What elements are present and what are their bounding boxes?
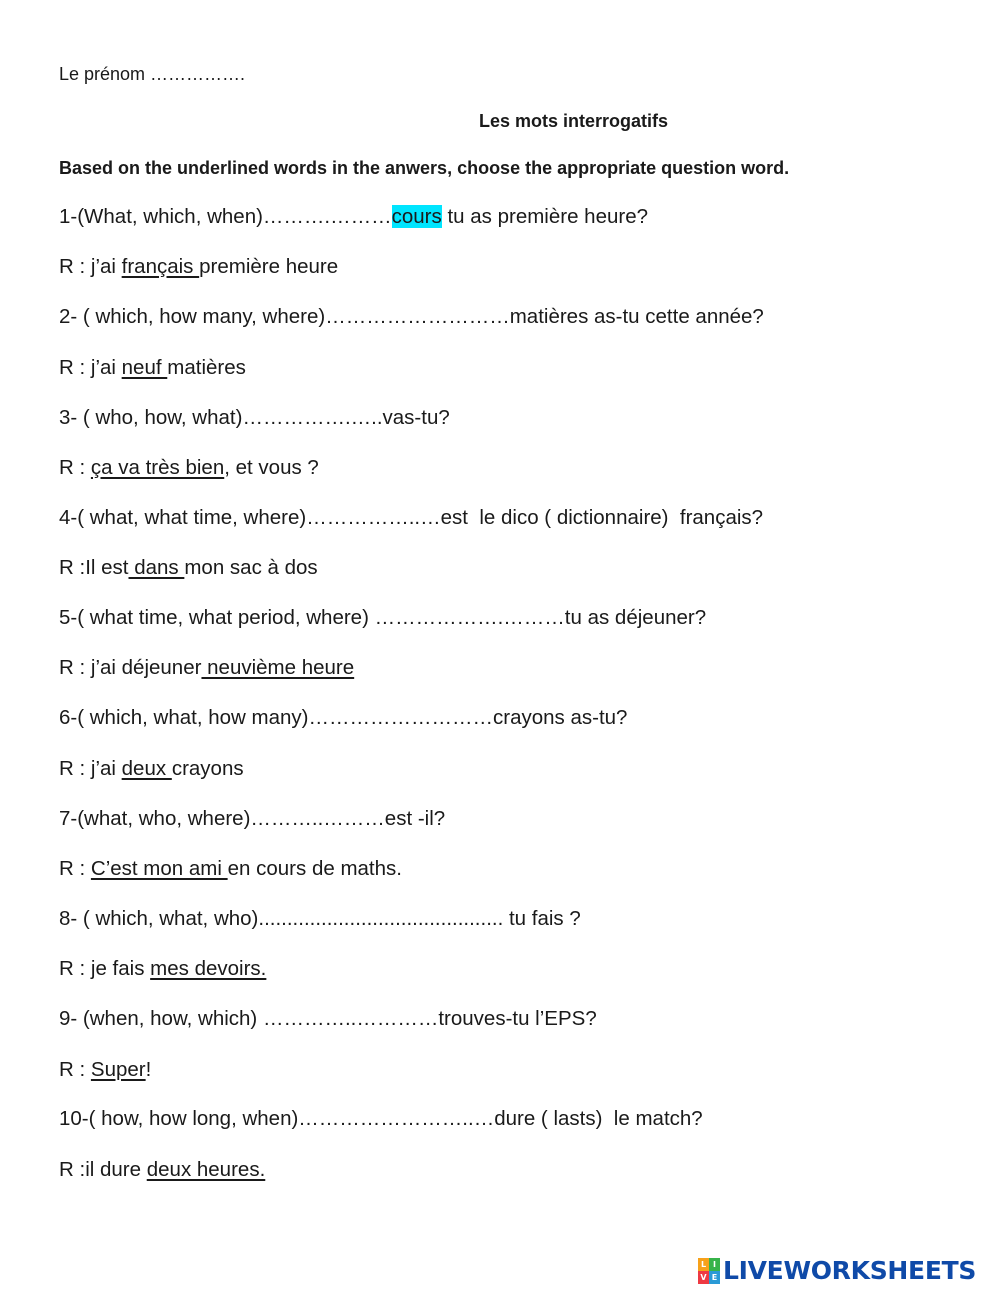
answer-text: R :il dure [59, 1158, 147, 1181]
question-9: 9- (when, how, which) …………..…………trouves-tu l’EPS? [59, 1007, 597, 1030]
logo-mark-icon [698, 1258, 720, 1284]
question-text: tu as première heure? [441, 205, 649, 228]
answer-text: ! [145, 1058, 152, 1081]
logo-mark-letter: E [709, 1271, 720, 1284]
instructions: Based on the underlined words in the anwers, choose the appropriate question word. [59, 158, 790, 178]
answer-4 [59, 555, 318, 581]
answer-text: R : je fais [59, 957, 151, 980]
underlined-word: dans [128, 556, 185, 579]
answer-2 [59, 355, 246, 381]
answer-text: crayons [171, 757, 244, 780]
logo-mark-letter: I [709, 1258, 720, 1271]
answer-text: première heure [199, 255, 339, 278]
question-1 [59, 204, 648, 230]
answer-5 [59, 655, 354, 681]
answer-text: en cours de maths. [227, 857, 402, 880]
answer-8 [59, 956, 266, 982]
answer-text: R : [59, 456, 91, 479]
answer-text: R : j’ai [59, 255, 122, 278]
logo-text: LIVEWORKSHEETS [723, 1256, 977, 1285]
answer-7 [59, 856, 402, 882]
underlined-word: neuvième heure [201, 656, 355, 679]
question-3: 3- ( who, how, what)…………….…..vas-tu? [59, 406, 450, 429]
answer-text: R : j’ai déjeuner [59, 656, 202, 679]
name-line: Le prénom ……………. [59, 64, 246, 84]
question-7: 7-(what, who, where)………..………est -il? [59, 807, 446, 830]
page-title: Les mots interrogatifs [479, 111, 669, 131]
question-5: 5-( what time, what period, where) ……………….………tu as déjeuner? [59, 606, 707, 629]
answer-text: R : [59, 1058, 91, 1081]
answer-text: R :Il est [59, 556, 129, 579]
question-text: 1-(What, which, when)……….……… [59, 205, 392, 228]
question-8: 8- ( which, what, who)........................................... tu fais ? [59, 907, 581, 930]
answer-text: R : [59, 857, 91, 880]
underlined-word: C’est mon ami [90, 857, 228, 880]
answer-text: R : j’ai [59, 356, 122, 379]
answer-text: matières [167, 356, 246, 379]
underlined-word: ça va très bien [90, 456, 225, 479]
answer-3 [59, 455, 319, 481]
logo-mark-letter: V [698, 1271, 709, 1284]
answer-1 [59, 254, 338, 280]
liveworksheets-logo [698, 1256, 976, 1286]
answer-text: R : j’ai [59, 757, 122, 780]
answer-9 [59, 1057, 151, 1083]
question-6: 6-( which, what, how many)………………………crayons as-tu? [59, 706, 628, 729]
answer-6 [59, 756, 244, 782]
underlined-word: deux [121, 757, 172, 780]
answer-text: , et vous ? [224, 456, 319, 479]
answer-10 [59, 1157, 265, 1183]
logo-mark-letter: L [698, 1258, 709, 1271]
question-2: 2- ( which, how many, where)………………………matières as-tu cette année? [59, 305, 764, 328]
question-10: 10-( how, how long, when)……………………..…dure ( lasts) le match? [59, 1107, 703, 1130]
underlined-word: mes devoirs. [150, 957, 267, 980]
highlighted-word: cours [391, 205, 442, 228]
underlined-word: neuf [121, 356, 168, 379]
underlined-word: deux heures. [146, 1158, 266, 1181]
underlined-word: Super [90, 1058, 146, 1081]
underlined-word: français [121, 255, 200, 278]
answer-text: mon sac à dos [184, 556, 318, 579]
question-4: 4-( what, what time, where)……………..…est le dico ( dictionnaire) français? [59, 506, 764, 529]
